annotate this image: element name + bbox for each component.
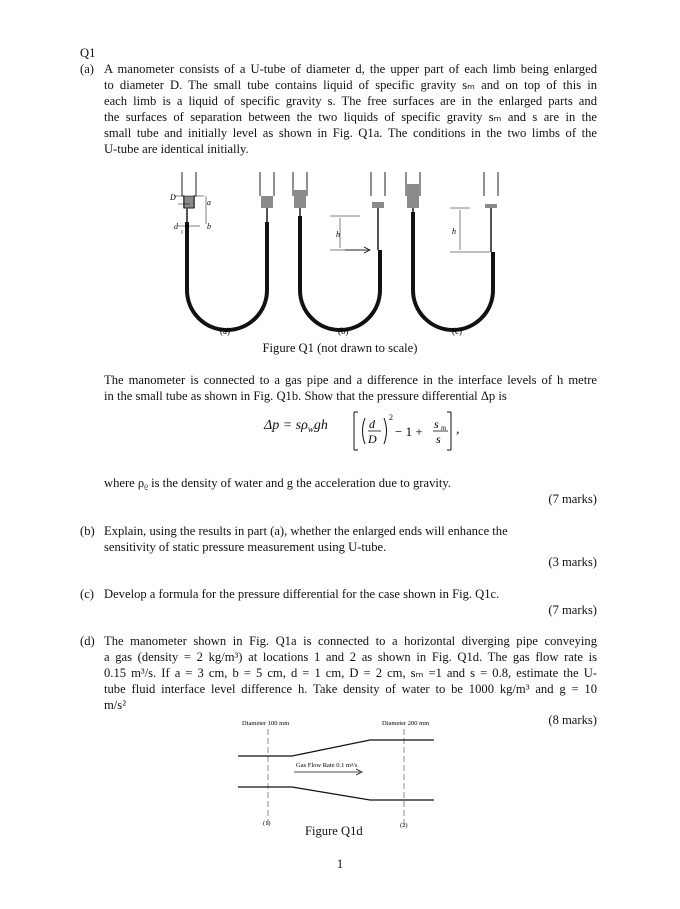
part-a-intro-line: each limb is a liquid of specific gravity s. The free surfaces are in the enlarged parts and <box>104 94 597 108</box>
eq-D: D <box>368 432 377 446</box>
part-b-text <box>104 523 597 555</box>
part-a-intro-line: U-tube are identical initially. <box>104 142 249 156</box>
manometer-b <box>293 172 385 336</box>
label-d: d <box>174 222 178 231</box>
manometer-c <box>406 172 498 336</box>
eq-sm-sub: m <box>441 424 447 432</box>
eq-lhs: Δp = sρ <box>264 418 308 433</box>
part-c-marks: (7 marks) <box>548 603 597 617</box>
part-d-line: tube fluid interface level difference h. Take density of water to be 1000 kg/m³ and g = 10 <box>104 682 597 696</box>
part-d-marks: (8 marks) <box>548 713 597 727</box>
part-c-text: Develop a formula for the pressure differential for the case shown in Fig. Q1c. <box>104 587 500 601</box>
label-sub-c: (c) <box>452 326 462 336</box>
figure-q1-caption: Figure Q1 (not drawn to scale) <box>262 341 418 355</box>
eq-d: d <box>369 417 375 431</box>
part-b-marks: (3 marks) <box>548 555 597 569</box>
part-a-where: where ρᵨ is the density of water and g the acceleration due to gravity. <box>104 476 451 490</box>
eq-sub-w: w <box>307 424 314 434</box>
part-b-label: (b) <box>80 524 95 538</box>
label-D: D <box>170 193 176 202</box>
manometer-a <box>169 172 274 336</box>
figure-q1-manometers <box>160 168 520 344</box>
pipe-right-label: Diameter 200 mm <box>382 720 430 727</box>
part-a-label: (a) <box>80 62 94 76</box>
part-d-line: The manometer shown in Fig. Q1a is connected to a horizontal diverging pipe conveying <box>104 634 597 648</box>
part-d-line: m/s² <box>104 698 126 712</box>
eq-gh: gh <box>313 418 328 433</box>
eq-exp: 2 <box>389 413 393 422</box>
part-a-body-line: in the small tube as shown in Fig. Q1b. Show that the pressure differential Δp is <box>104 389 507 403</box>
label-sub-b: (b) <box>338 326 349 336</box>
page-number: 1 <box>336 857 344 871</box>
label-a: a <box>207 198 211 207</box>
pipe-left-label: Diameter 100 mm <box>242 720 290 727</box>
flow-rate-label: Gas Flow Rate 0.1 m³/s <box>296 762 358 769</box>
part-d-text <box>104 633 597 713</box>
label-h-b: h <box>336 230 340 239</box>
pipe-bottom-wall <box>238 787 434 800</box>
part-a-intro-line: to diameter D. The small tube contains liquid of specific gravity sₘ and on top of this in <box>104 78 597 92</box>
part-a-marks: (7 marks) <box>548 492 597 506</box>
part-d-line: 0.15 m³/s. If a = 3 cm, b = 5 cm, d = 1 cm, D = 2 cm, sₘ =1 and s = 0.8, estimate the U- <box>104 666 597 680</box>
eq-trail: , <box>456 422 460 437</box>
part-d-line: a gas (density = 2 kg/m³) at locations 1 and 2 as shown in Fig. Q1d. The gas flow rate is <box>104 650 597 664</box>
part-b-line: Explain, using the results in part (a), whether the enlarged ends will enhance the <box>104 524 508 538</box>
part-a-body-line: The manometer is connected to a gas pipe and a difference in the interface levels of h metre <box>104 373 597 387</box>
eq-s: s <box>436 432 441 446</box>
question-number: Q1 <box>80 46 96 60</box>
label-h-c: h <box>452 227 456 236</box>
equation <box>264 418 328 434</box>
equation-bracket <box>350 408 455 454</box>
part-b-line: sensitivity of static pressure measurement using U-tube. <box>104 540 387 554</box>
eq-sm: s <box>434 417 439 431</box>
location-1-label: (1) <box>263 820 271 827</box>
part-c-label: (c) <box>80 587 94 601</box>
label-b: b <box>207 222 211 231</box>
part-d-label: (d) <box>80 634 95 648</box>
label-sub-a: (a) <box>220 326 230 336</box>
figure-q1d-pipe <box>230 714 440 834</box>
part-a-intro-line: small tube and initially level as shown in Fig. Q1a. The conditions in the two limbs of the <box>104 126 597 140</box>
part-a-intro-line: the surfaces of separation between the two liquids of specific gravity sₘ and s are in the <box>104 110 597 124</box>
part-a-intro <box>104 61 597 157</box>
eq-minus-one: − 1 + <box>395 424 423 439</box>
part-a-body <box>104 372 597 404</box>
part-a-intro-line: A manometer consists of a U-tube of diameter d, the upper part of each limb being enlarged <box>104 62 597 76</box>
location-2-label: (2) <box>400 822 408 829</box>
pipe-top-wall <box>238 740 434 756</box>
figure-q1d-caption: Figure Q1d <box>305 824 363 838</box>
